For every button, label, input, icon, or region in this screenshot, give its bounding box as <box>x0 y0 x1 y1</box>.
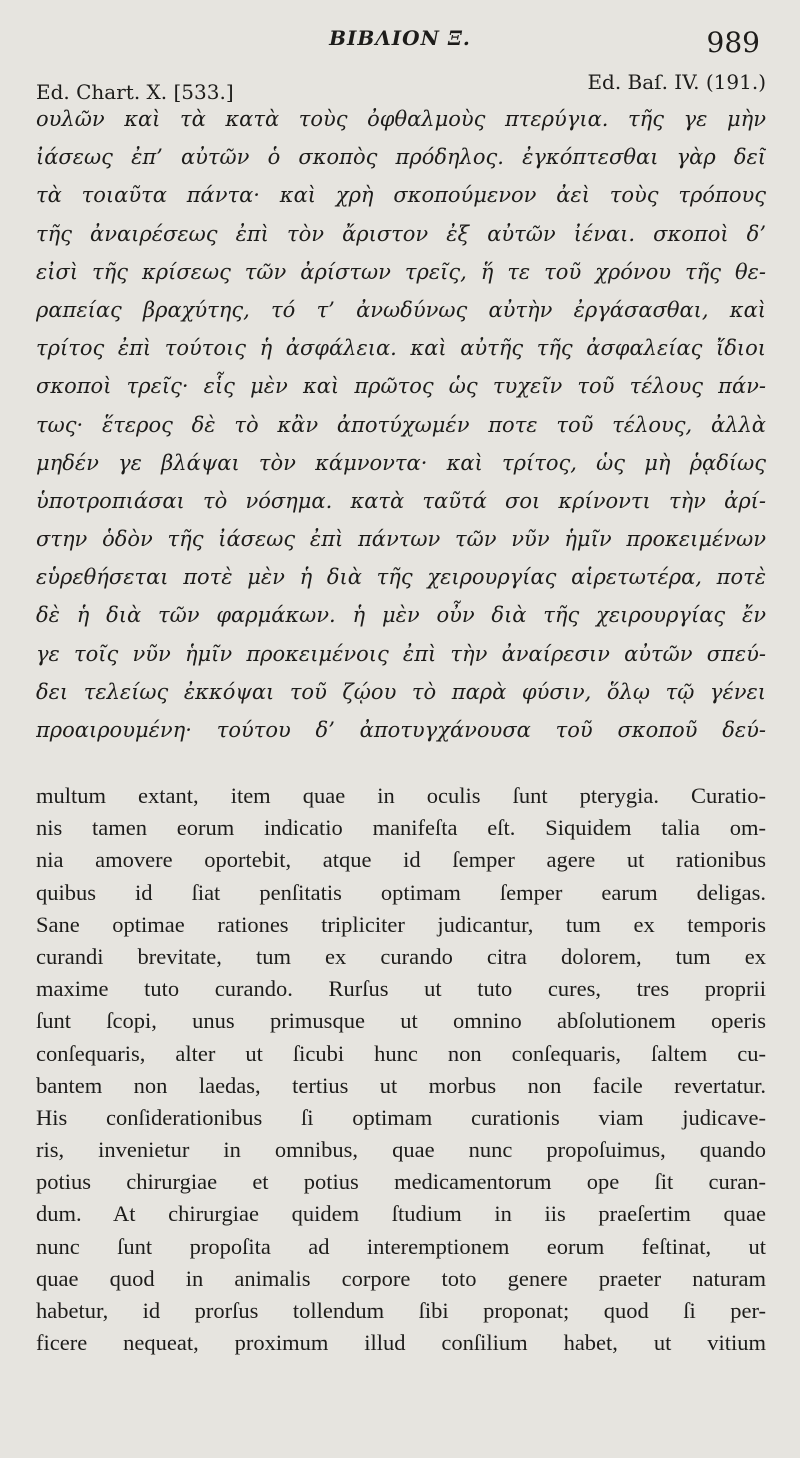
greek-line: προαιρουμένη· τούτου δ’ ἀποτυγχάνουσα τοῦ σκοποῦ δεύ- <box>36 718 766 742</box>
latin-line: ficere nequeat, proximum illud conſilium habet, ut vitium <box>36 1330 766 1356</box>
greek-line: εἰσὶ τῆς κρίσεως τῶν ἀρίστων τρεῖς, ἥ τε τοῦ χρόνου τῆς θε- <box>36 259 766 284</box>
greek-line: τρίτος ἐπὶ τούτοις ἡ ἀσφάλεια. καὶ αὐτῆς τῆς ἀσφαλείας ἴδιοι <box>36 336 766 361</box>
latin-line: maxime tuto curando. Rurſus ut tuto cures, tres proprii <box>36 976 766 1002</box>
greek-line: εὑρεθήσεται ποτὲ μὲν ἡ διὰ τῆς χειρουργίας αἱρετωτέρα, ποτὲ <box>36 565 766 590</box>
edition-basel-reference: Ed. Baſ. IV. (191.) <box>587 70 766 94</box>
greek-line: σκοποὶ τρεῖς· εἷς μὲν καὶ πρῶτος ὡς τυχεῖν τοῦ τέλους πάν- <box>36 374 766 399</box>
latin-line: ſunt ſcopi, unus primusque ut omnino abſolutionem operis <box>36 1008 766 1034</box>
latin-line: nis tamen eorum indicatio manifeſta eſt. Siquidem talia om- <box>36 815 766 841</box>
greek-line: ραπείας βραχύτης, τό τ’ ἀνωδύνως αὐτὴν ἐργάσασθαι, καὶ <box>36 297 766 322</box>
latin-line: multum extant, item quae in oculis ſunt pterygia. Curatio- <box>36 783 766 808</box>
latin-line: nunc ſunt propoſita ad interemptionem eorum feſtinat, ut <box>36 1233 766 1259</box>
latin-line: potius chirurgiae et potius medicamentorum ope ſit curan- <box>36 1169 766 1195</box>
page-number: 989 <box>706 26 760 59</box>
latin-line: curandi brevitate, tum ex curando citra dolorem, tum ex <box>36 943 766 969</box>
latin-line: ris, invenietur in omnibus, quae nunc propoſuimus, quando <box>36 1137 766 1163</box>
greek-line: τῆς ἀναιρέσεως ἐπὶ τὸν ἄριστον ἐξ αὐτῶν ἰέναι. σκοποὶ δ’ <box>36 221 766 246</box>
latin-line: His conſiderationibus ſi optimam curationis viam judicave- <box>36 1104 766 1130</box>
greek-line: δει τελείως ἐκκόψαι τοῦ ζῴου τὸ παρὰ φύσιν, ὅλῳ τῷ γένει <box>36 679 766 704</box>
greek-line: ουλῶν καὶ τὰ κατὰ τοὺς ὀφθαλμοὺς πτερύγια. τῆς γε μὴν <box>36 107 766 131</box>
latin-line: quae quod in animalis corpore toto genere praeter naturam <box>36 1265 766 1291</box>
edition-chartier-reference: Ed. Chart. X. [533.] <box>36 80 234 104</box>
greek-line: τὰ τοιαῦτα πάντα· καὶ χρὴ σκοπούμενον ἀεὶ τοὺς τρόπους <box>36 183 766 208</box>
latin-line: nia amovere oportebit, atque id ſemper agere ut rationibus <box>36 847 766 873</box>
latin-line: dum. At chirurgiae quidem ſtudium in iis praeſertim quae <box>36 1201 766 1227</box>
greek-line: στην ὁδὸν τῆς ἰάσεως ἐπὶ πάντων τῶν νῦν ἡμῖν προκειμένων <box>36 527 766 552</box>
latin-line: quibus id ſiat penſitatis optimam ſemper earum deligas. <box>36 879 766 905</box>
greek-line: δὲ ἡ διὰ τῶν φαρμάκων. ἡ μὲν οὖν διὰ τῆς χειρουργίας ἔν <box>36 603 766 628</box>
running-head: ΒΙΒΛΙΟΝ Ξ. <box>329 26 471 50</box>
latin-line: habetur, id prorſus tollendum ſibi proponat; quod ſi per- <box>36 1298 766 1323</box>
latin-line: bantem non laedas, tertius ut morbus non facile revertatur. <box>36 1072 766 1098</box>
latin-line: conſequaris, alter ut ſicubi hunc non conſequaris, ſaltem cu- <box>36 1040 766 1066</box>
greek-line: ὑποτροπιάσαι τὸ νόσημα. κατὰ ταῦτά σοι κρίνοντι τὴν ἀρί- <box>36 488 766 513</box>
latin-text-block <box>36 780 766 1359</box>
latin-line: Sane optimae rationes tripliciter judicantur, tum ex temporis <box>36 911 766 937</box>
greek-line: μηδέν γε βλάψαι τὸν κάμνοντα· καὶ τρίτος, ὡς μὴ ῥᾳδίως <box>36 450 766 475</box>
greek-line: ἰάσεως ἐπ’ αὐτῶν ὁ σκοπὸς πρόδηλος. ἐγκόπτεσθαι γὰρ δεῖ <box>36 145 766 170</box>
greek-text-block <box>36 100 766 749</box>
greek-line: γε τοῖς νῦν ἡμῖν προκειμένοις ἐπὶ τὴν ἀναίρεσιν αὐτῶν σπεύ- <box>36 641 766 666</box>
greek-line: τως· ἕτερος δὲ τὸ κἂν ἀποτύχωμέν ποτε τοῦ τέλους, ἀλλὰ <box>36 412 766 437</box>
